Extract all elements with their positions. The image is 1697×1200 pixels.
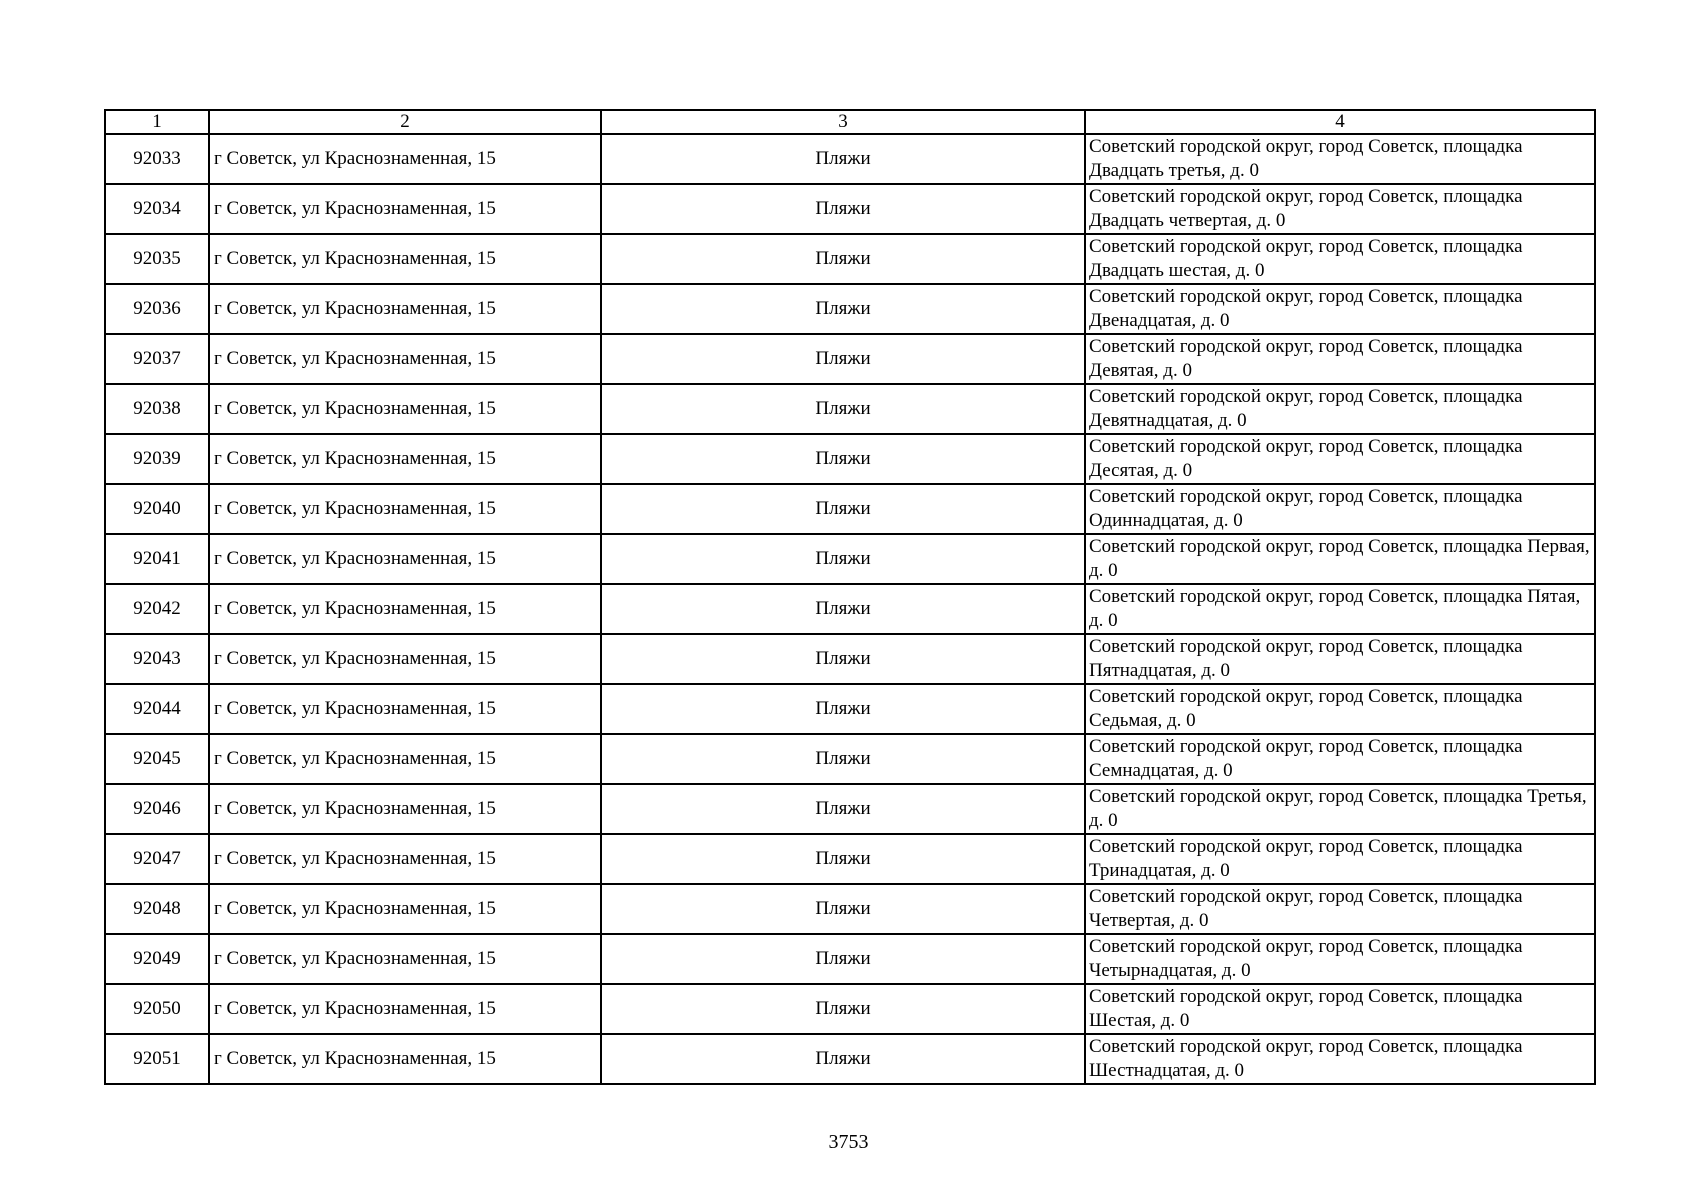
cell-location: Советский городской округ, город Советск, площадка Двадцать шестая, д. 0 — [1085, 234, 1595, 284]
cell-code: 92050 — [105, 984, 209, 1034]
cell-code: 92044 — [105, 684, 209, 734]
cell-code: 92045 — [105, 734, 209, 784]
cell-address: г Советск, ул Краснознаменная, 15 — [209, 884, 601, 934]
table-row — [105, 284, 1595, 334]
cell-address: г Советск, ул Краснознаменная, 15 — [209, 734, 601, 784]
cell-location: Советский городской округ, город Советск, площадка Пятнадцатая, д. 0 — [1085, 634, 1595, 684]
cell-location: Советский городской округ, город Советск, площадка Девятнадцатая, д. 0 — [1085, 384, 1595, 434]
table-row — [105, 534, 1595, 584]
cell-address: г Советск, ул Краснознаменная, 15 — [209, 234, 601, 284]
table-row — [105, 234, 1595, 284]
header-row — [105, 110, 1595, 134]
cell-category: Пляжи — [601, 934, 1085, 984]
table-row — [105, 334, 1595, 384]
cell-code: 92039 — [105, 434, 209, 484]
cell-address: г Советск, ул Краснознаменная, 15 — [209, 684, 601, 734]
column-header-4: 4 — [1085, 110, 1595, 134]
table-row — [105, 384, 1595, 434]
table-row — [105, 934, 1595, 984]
cell-category: Пляжи — [601, 884, 1085, 934]
table-row — [105, 684, 1595, 734]
cell-location: Советский городской округ, город Советск, площадка Четвертая, д. 0 — [1085, 884, 1595, 934]
cell-code: 92040 — [105, 484, 209, 534]
cell-code: 92046 — [105, 784, 209, 834]
column-header-2: 2 — [209, 110, 601, 134]
cell-address: г Советск, ул Краснознаменная, 15 — [209, 284, 601, 334]
cell-address: г Советск, ул Краснознаменная, 15 — [209, 384, 601, 434]
cell-address: г Советск, ул Краснознаменная, 15 — [209, 634, 601, 684]
cell-location: Советский городской округ, город Советск, площадка Шестая, д. 0 — [1085, 984, 1595, 1034]
cell-location: Советский городской округ, город Советск, площадка Одиннадцатая, д. 0 — [1085, 484, 1595, 534]
cell-category: Пляжи — [601, 134, 1085, 184]
cell-location: Советский городской округ, город Советск, площадка Тринадцатая, д. 0 — [1085, 834, 1595, 884]
table-row — [105, 184, 1595, 234]
cell-code: 92037 — [105, 334, 209, 384]
table-row — [105, 884, 1595, 934]
cell-address: г Советск, ул Краснознаменная, 15 — [209, 484, 601, 534]
cell-address: г Советск, ул Краснознаменная, 15 — [209, 834, 601, 884]
cell-address: г Советск, ул Краснознаменная, 15 — [209, 434, 601, 484]
cell-location: Советский городской округ, город Советск, площадка Двадцать третья, д. 0 — [1085, 134, 1595, 184]
cell-code: 92033 — [105, 134, 209, 184]
cell-code: 92051 — [105, 1034, 209, 1084]
cell-category: Пляжи — [601, 834, 1085, 884]
cell-address: г Советск, ул Краснознаменная, 15 — [209, 584, 601, 634]
cell-category: Пляжи — [601, 784, 1085, 834]
table-row — [105, 584, 1595, 634]
table-header — [105, 110, 1595, 134]
cell-code: 92049 — [105, 934, 209, 984]
page-number: 3753 — [828, 1131, 869, 1153]
table-row — [105, 784, 1595, 834]
cell-category: Пляжи — [601, 484, 1085, 534]
cell-address: г Советск, ул Краснознаменная, 15 — [209, 784, 601, 834]
cell-address: г Советск, ул Краснознаменная, 15 — [209, 534, 601, 584]
cell-address: г Советск, ул Краснознаменная, 15 — [209, 134, 601, 184]
cell-category: Пляжи — [601, 984, 1085, 1034]
cell-category: Пляжи — [601, 184, 1085, 234]
cell-code: 92048 — [105, 884, 209, 934]
cell-location: Советский городской округ, город Советск, площадка Двадцать четвертая, д. 0 — [1085, 184, 1595, 234]
table-body — [105, 134, 1595, 1084]
cell-code: 92035 — [105, 234, 209, 284]
cell-location: Советский городской округ, город Советск, площадка Четырнадцатая, д. 0 — [1085, 934, 1595, 984]
cell-location: Советский городской округ, город Советск, площадка Десятая, д. 0 — [1085, 434, 1595, 484]
register-table — [104, 109, 1596, 1085]
cell-category: Пляжи — [601, 534, 1085, 584]
cell-location: Советский городской округ, город Советск, площадка Первая, д. 0 — [1085, 534, 1595, 584]
table-row — [105, 634, 1595, 684]
cell-category: Пляжи — [601, 384, 1085, 434]
cell-code: 92042 — [105, 584, 209, 634]
cell-location: Советский городской округ, город Советск, площадка Пятая, д. 0 — [1085, 584, 1595, 634]
cell-code: 92041 — [105, 534, 209, 584]
cell-category: Пляжи — [601, 634, 1085, 684]
column-header-3: 3 — [601, 110, 1085, 134]
table-row — [105, 984, 1595, 1034]
cell-code: 92038 — [105, 384, 209, 434]
table-row — [105, 134, 1595, 184]
cell-category: Пляжи — [601, 284, 1085, 334]
cell-address: г Советск, ул Краснознаменная, 15 — [209, 184, 601, 234]
cell-address: г Советск, ул Краснознаменная, 15 — [209, 934, 601, 984]
cell-address: г Советск, ул Краснознаменная, 15 — [209, 984, 601, 1034]
cell-category: Пляжи — [601, 234, 1085, 284]
table-row — [105, 484, 1595, 534]
cell-location: Советский городской округ, город Советск, площадка Семнадцатая, д. 0 — [1085, 734, 1595, 784]
cell-category: Пляжи — [601, 434, 1085, 484]
cell-location: Советский городской округ, город Советск, площадка Девятая, д. 0 — [1085, 334, 1595, 384]
cell-category: Пляжи — [601, 1034, 1085, 1084]
table-row — [105, 734, 1595, 784]
cell-category: Пляжи — [601, 734, 1085, 784]
cell-code: 92043 — [105, 634, 209, 684]
table-row — [105, 434, 1595, 484]
cell-location: Советский городской округ, город Советск, площадка Шестнадцатая, д. 0 — [1085, 1034, 1595, 1084]
column-header-1: 1 — [105, 110, 209, 134]
cell-address: г Советск, ул Краснознаменная, 15 — [209, 334, 601, 384]
cell-category: Пляжи — [601, 684, 1085, 734]
cell-category: Пляжи — [601, 584, 1085, 634]
cell-code: 92036 — [105, 284, 209, 334]
cell-location: Советский городской округ, город Советск, площадка Третья, д. 0 — [1085, 784, 1595, 834]
table-row — [105, 1034, 1595, 1084]
cell-location: Советский городской округ, город Советск, площадка Седьмая, д. 0 — [1085, 684, 1595, 734]
table-row — [105, 834, 1595, 884]
cell-address: г Советск, ул Краснознаменная, 15 — [209, 1034, 601, 1084]
cell-category: Пляжи — [601, 334, 1085, 384]
cell-code: 92034 — [105, 184, 209, 234]
cell-code: 92047 — [105, 834, 209, 884]
cell-location: Советский городской округ, город Советск, площадка Двенадцатая, д. 0 — [1085, 284, 1595, 334]
